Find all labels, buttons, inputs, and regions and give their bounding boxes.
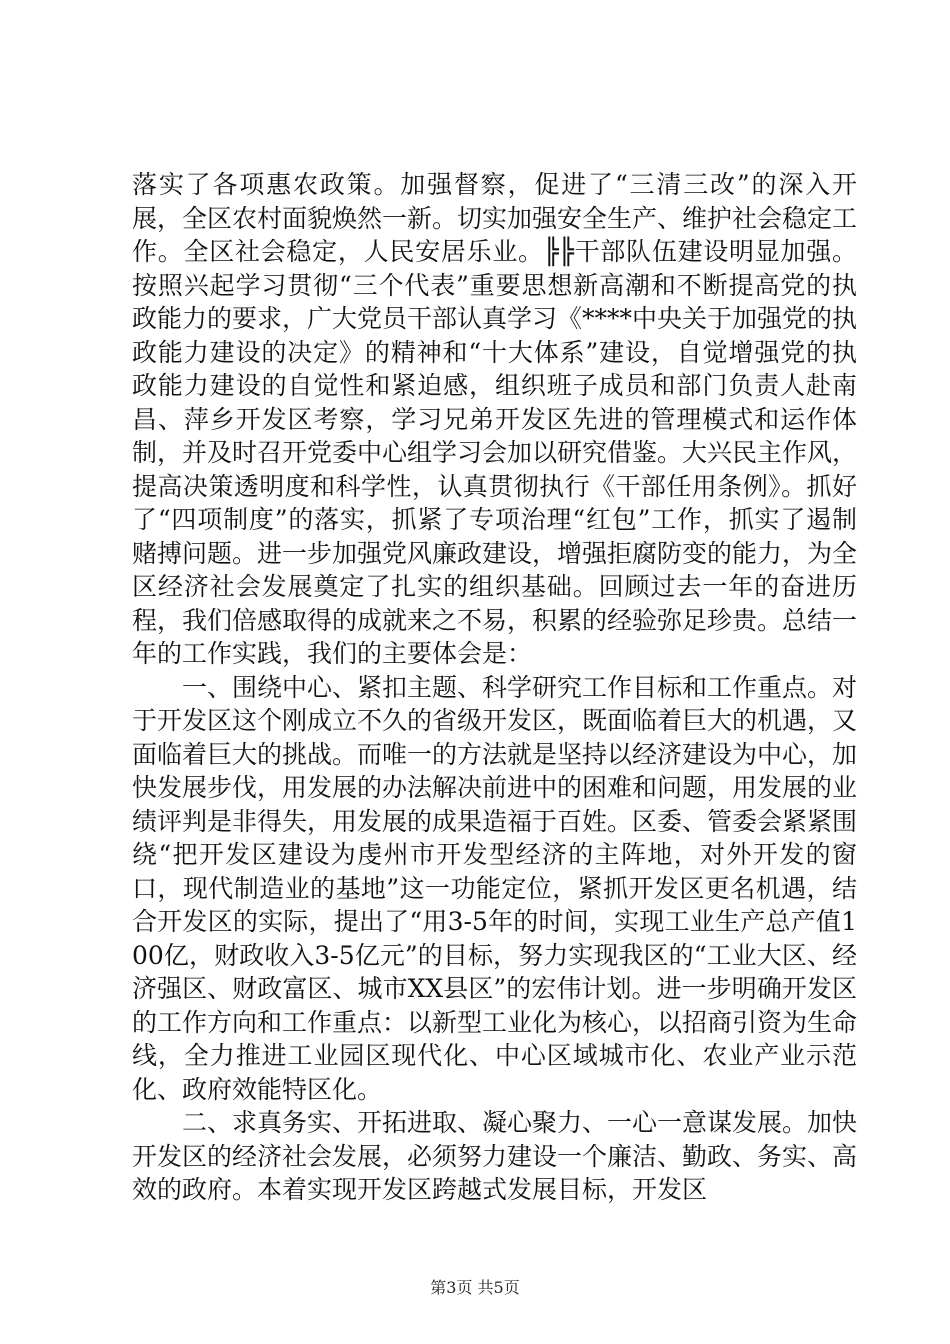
page-footer: 第3页 共5页	[430, 1278, 520, 1297]
document-body	[132, 168, 857, 1207]
paragraph-section-two: 二、求真务实、开拓进取、凝心聚力、一心一意谋发展。加快开发区的经济社会发展，必须努力建设一个廉洁、勤政、务实、高效的政府。本着实现开发区跨越式发展目标，开发区	[132, 1108, 858, 1204]
paragraph-continuation: 落实了各项惠农政策。加强督察，促进了“三清三改”的深入开展，全区农村面貌焕然一新。切实加强安全生产、维护社会稳定工作。全区社会稳定，人民安居乐业。╠╠干部队伍建设明显加强。按照兴起学习贯彻“三个代表”重要思想新高潮和不断提高党的执政能力的要求，广大党员干部认真学习《****中央关于加强党的执政能力建设的决定》的精神和“十大体系”建设，自觉增强党的执政能力建设的自觉性和紧迫感，组织班子成员和部门负责人赴南昌、萍乡开发区考察，学习兄弟开发区先进的管理模式和运作体制，并及时召开党委中心组学习会加以研究借鉴。大兴民主作风，提高决策透明度和科学性，认真贯彻执行《干部任用条例》。抓好了“四项制度”的落实，抓紧了专项治理“红包”工作，抓实了遏制赌搏问题。进一步加强党风廉政建设，增强拒腐防变的能力，为全区经济社会发展奠定了扎实的组织基础。回顾过去一年的奋进历程，我们倍感取得的成就来之不易，积累的经验弥足珍贵。总结一年的工作实践，我们的主要体会是：	[132, 170, 858, 668]
paragraph-section-one: 一、围绕中心、紧扣主题、科学研究工作目标和工作重点。对于开发区这个刚成立不久的省级开发区，既面临着巨大的机遇，又面临着巨大的挑战。而唯一的方法就是坚持以经济建设为中心，加快发展步伐，用发展的办法解决前进中的困难和问题，用发展的业绩评判是非得失，用发展的成果造福于百姓。区委、管委会紧紧围绕“把开发区建设为虔州市开发型经济的主阵地，对外开发的窗口，现代制造业的基地”这一功能定位，紧抓开发区更名机遇，结合开发区的实际，提出了“用3-5年的时间，实现工业生产总产值100亿，财政收入3-5亿元”的目标，努力实现我区的“工业大区、经济强区、财政富区、城市XX县区”的宏伟计划。进一步明确开发区的工作方向和工作重点：以新型工业化为核心，以招商引资为生命线，全力推进工业园区现代化、中心区域城市化、农业产业示范化、政府效能特区化。	[132, 672, 858, 1104]
